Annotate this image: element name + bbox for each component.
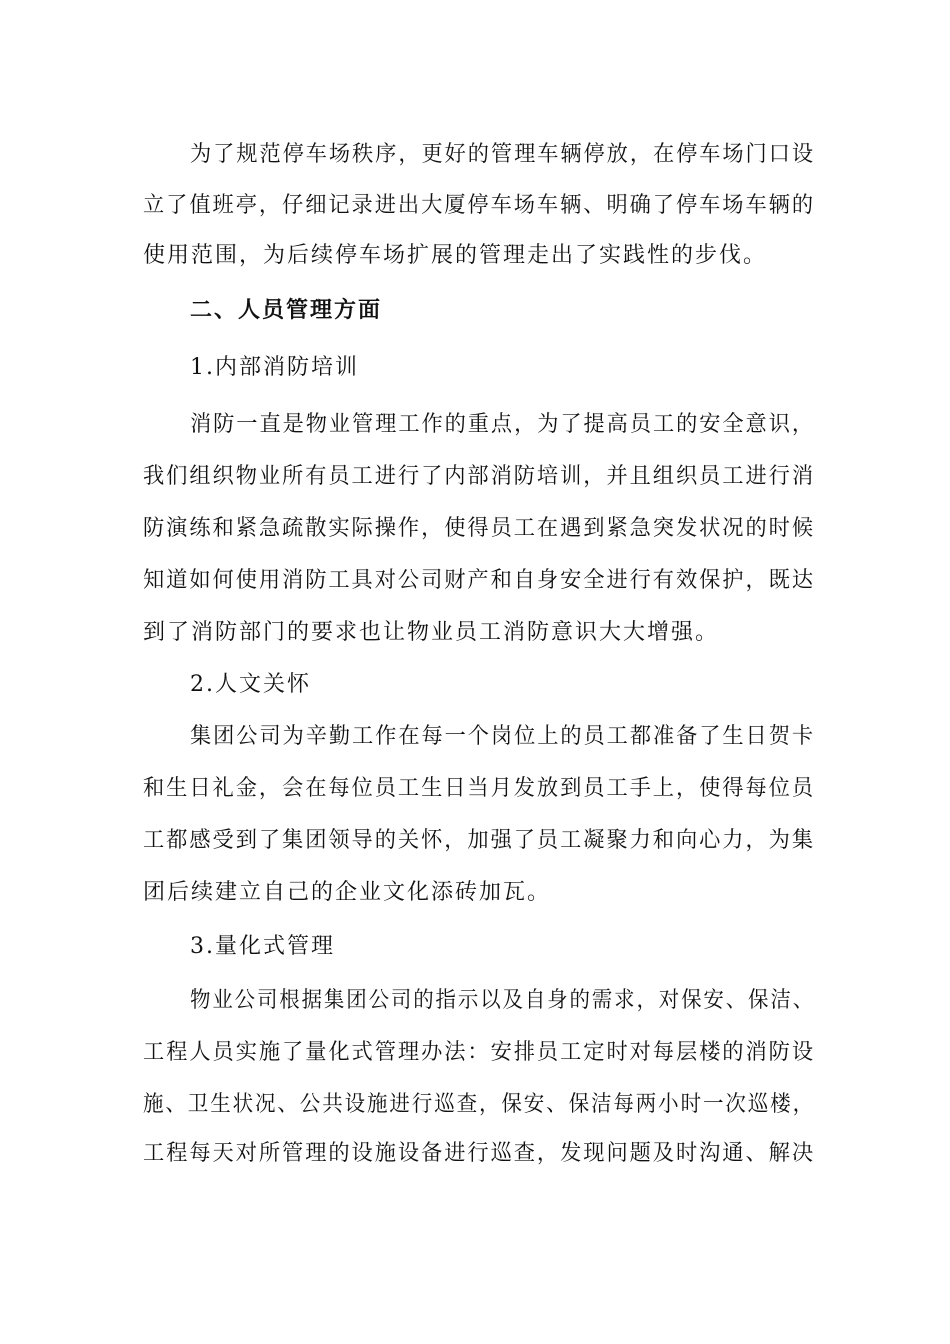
paragraph-line: 和生日礼金，会在每位员工生日当月发放到员工手上，使得每位员 xyxy=(143,776,816,801)
subsection-heading: 1.内部消防培训 xyxy=(190,355,359,380)
paragraph-line: 我们组织物业所有员工进行了内部消防培训，并且组织员工进行消 xyxy=(143,464,816,489)
subsection-heading: 2.人文关怀 xyxy=(190,672,311,697)
paragraph-line: 工程人员实施了量化式管理办法：安排员工定时对每层楼的消防设 xyxy=(143,1040,816,1065)
paragraph-line: 立了值班亭，仔细记录进出大厦停车场车辆、明确了停车场车辆的 xyxy=(143,193,816,218)
paragraph-line: 为了规范停车场秩序，更好的管理车辆停放，在停车场门口设 xyxy=(190,142,816,167)
paragraph-line: 知道如何使用消防工具对公司财产和自身安全进行有效保护，既达 xyxy=(143,568,816,593)
paragraph-line: 工都感受到了集团领导的关怀，加强了员工凝聚力和向心力，为集 xyxy=(143,828,816,853)
paragraph-line: 防演练和紧急疏散实际操作，使得员工在遇到紧急突发状况的时候 xyxy=(143,516,816,541)
paragraph-line: 到了消防部门的要求也让物业员工消防意识大大增强。 xyxy=(143,620,720,645)
section-heading: 二、人员管理方面 xyxy=(190,297,383,323)
paragraph-line: 工程每天对所管理的设施设备进行巡查，发现问题及时沟通、解决 xyxy=(143,1141,816,1166)
paragraph-line: 消防一直是物业管理工作的重点，为了提高员工的安全意识， xyxy=(190,412,816,437)
paragraph-line: 团后续建立自己的企业文化添砖加瓦。 xyxy=(143,880,552,905)
paragraph-line: 施、卫生状况、公共设施进行巡查，保安、保洁每两小时一次巡楼， xyxy=(143,1092,815,1117)
paragraph-line: 物业公司根据集团公司的指示以及自身的需求，对保安、保洁、 xyxy=(190,988,816,1013)
paragraph-line: 使用范围，为后续停车场扩展的管理走出了实践性的步伐。 xyxy=(143,243,768,268)
subsection-heading: 3.量化式管理 xyxy=(190,934,335,959)
paragraph-line: 集团公司为辛勤工作在每一个岗位上的员工都准备了生日贺卡 xyxy=(190,724,816,749)
